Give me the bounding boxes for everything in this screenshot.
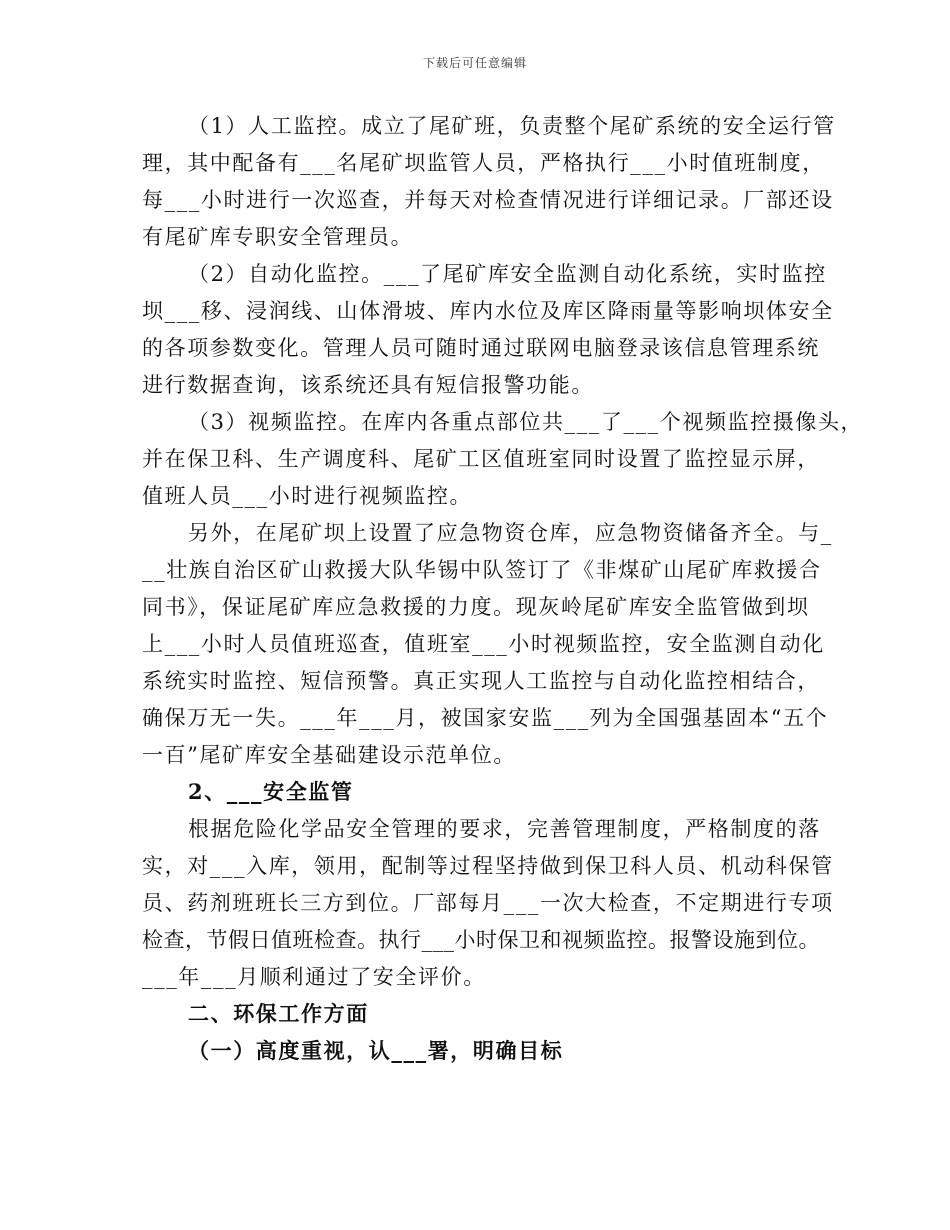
paragraph-line: 上___小时人员值班巡查，值班室___小时视频监控，安全监测自动化: [142, 632, 825, 656]
paragraph-line: 并在保卫科、生产调度科、尾矿工区值班室同时设置了监控显示屏，: [142, 447, 820, 471]
paragraph-line: 一百”尾矿库安全基础建设示范单位。: [142, 743, 516, 767]
chapter-heading: 二、环保工作方面: [188, 1001, 369, 1026]
subsection-heading: （一）高度重视，认___署，明确目标: [188, 1038, 564, 1063]
paragraph-line: 坝___移、浸润线、山体滑坡、库内水位及库区降雨量等影响坝体安全: [142, 299, 834, 323]
paragraph-line: 检查，节假日值班检查。执行___小时保卫和视频监控。报警设施到位。: [142, 928, 820, 952]
paragraph-line: 确保万无一失。___年___月，被国家安监___列为全国强基固本“五个: [142, 706, 829, 730]
section-heading: 2、___安全监管: [188, 779, 354, 804]
paragraph-line: 系统实时监控、短信预警。真正实现人工监控与自动化监控相结合，: [142, 669, 820, 693]
paragraph-line: 根据危险化学品安全管理的要求，完善管理制度，严格制度的落: [188, 817, 821, 841]
paragraph-line: 每___小时进行一次巡查，并每天对检查情况进行详细记录。厂部还设: [142, 188, 834, 212]
paragraph-line: __壮族自治区矿山救援大队华锡中队签订了《非煤矿山尾矿库救援合: [142, 558, 822, 582]
paragraph-line: 同书》，保证尾矿库应急救援的力度。现灰岭尾矿库安全监管做到坝: [142, 595, 810, 619]
paragraph-line: （3）视频监控。在库内各重点部位共___了___个视频监控摄像头，: [188, 410, 864, 434]
paragraph-line: 实，对___入库，领用，配制等过程坚持做到保卫科人员、机动科保管: [142, 854, 834, 878]
paragraph-line: 有尾矿库专职安全管理员。: [142, 225, 414, 249]
paragraph-line: 理，其中配备有___名尾矿坝监管人员，严格执行___小时值班制度，: [142, 151, 825, 175]
paragraph-line: 进行数据查询，该系统还具有短信报警功能。: [142, 373, 594, 397]
page-header: 下载后可任意编辑: [422, 56, 527, 70]
paragraph-line: 员、药剂班班长三方到位。厂部每月___一次大检查，不定期进行专项: [142, 891, 834, 915]
paragraph-line: （2）自动化监控。___了尾矿库安全监测自动化系统，实时监控: [188, 262, 827, 286]
paragraph-line: （1）人工监控。成立了尾矿班，负责整个尾矿系统的安全运行管: [188, 114, 836, 138]
paragraph-line: ___年___月顺利通过了安全评价。: [142, 965, 486, 989]
paragraph-line: 值班人员___小时进行视频监控。: [142, 484, 473, 508]
paragraph-line: 另外，在尾矿坝上设置了应急物资仓库，应急物资储备齐全。与_: [188, 521, 833, 545]
paragraph-line: 的各项参数变化。管理人员可随时通过联网电脑登录该信息管理系统: [142, 336, 820, 360]
